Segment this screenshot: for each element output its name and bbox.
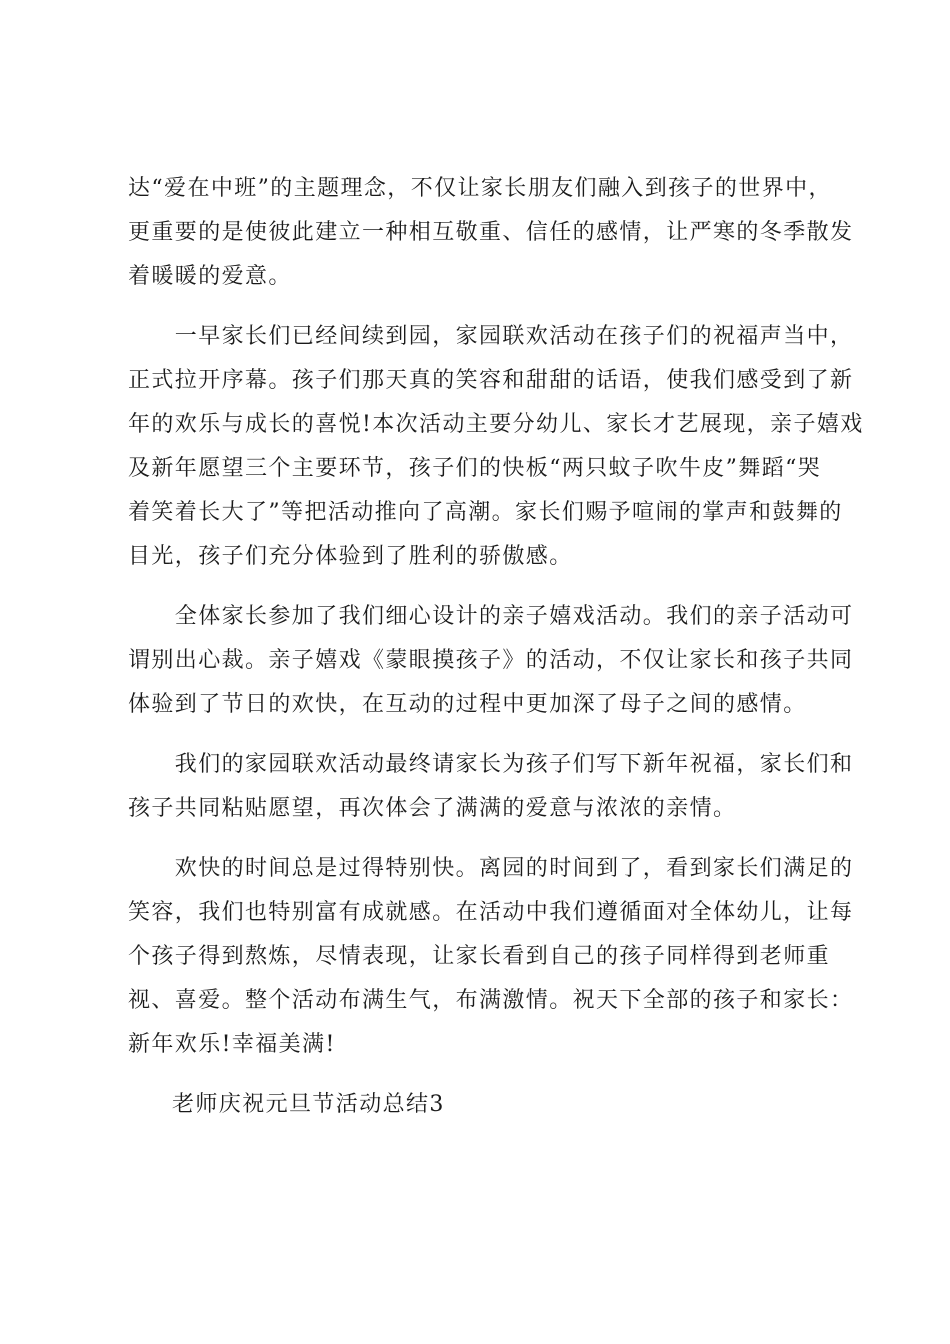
text-line: 着暖暖的爱意。 [128, 264, 292, 289]
section-heading: 老师庆祝元旦节活动总结3 [172, 1092, 445, 1117]
text-line: 一早家长们已经间续到园，家园联欢活动在孩子们的祝福声当中， [128, 324, 854, 349]
text-line: 体验到了节日的欢快，在互动的过程中更加深了母子之间的感情。 [128, 692, 807, 717]
text-line: 个孩子得到熬炼，尽情表现，让家长看到自己的孩子同样得到老师重 [128, 944, 831, 969]
text-line: 目光，孩子们充分体验到了胜利的骄傲感。 [128, 544, 573, 569]
text-line: 着笑着长大了”等把活动推向了高潮。家长们赐予喧闹的掌声和鼓舞的 [128, 500, 843, 525]
text-line: 孩子共同粘贴愿望，再次体会了满满的爱意与浓浓的亲情。 [128, 796, 737, 821]
text-line: 我们的家园联欢活动最终请家长为孩子们写下新年祝福，家长们和 [128, 752, 854, 777]
text-line: 欢快的时间总是过得特别快。离园的时间到了，看到家长们满足的 [128, 856, 854, 881]
paragraph [128, 847, 854, 1067]
text-line: 笑容，我们也特别富有成就感。在活动中我们遵循面对全体幼儿，让每 [128, 900, 854, 925]
text-line: 视、喜爱。整个活动布满生气，布满激情。祝天下全部的孩子和家长： [128, 988, 854, 1013]
text-line: 谓别出心裁。亲子嬉戏《蒙眼摸孩子》的活动，不仅让家长和孩子共同 [128, 648, 854, 673]
document-body [128, 167, 864, 1127]
text-line: 达“爱在中班”的主题理念，不仅让家长朋友们融入到孩子的世界中， [128, 176, 832, 201]
text-line: 更重要的是使彼此建立一种相互敬重、信任的感情，让严寒的冬季散发 [128, 220, 854, 245]
text-line: 年的欢乐与成长的喜悦!本次活动主要分幼儿、家长才艺展现，亲子嬉戏 [128, 412, 864, 437]
paragraph [128, 743, 854, 831]
text-line: 正式拉开序幕。孩子们那天真的笑容和甜甜的话语，使我们感受到了新 [128, 368, 854, 393]
paragraph [128, 595, 854, 727]
text-line: 全体家长参加了我们细心设计的亲子嬉戏活动。我们的亲子活动可 [128, 604, 854, 629]
paragraph [128, 315, 864, 579]
text-line: 及新年愿望三个主要环节，孩子们的快板“两只蚊子吹牛皮”舞蹈“哭 [128, 456, 822, 481]
text-line: 新年欢乐!幸福美满! [128, 1032, 336, 1057]
paragraph [128, 167, 854, 299]
